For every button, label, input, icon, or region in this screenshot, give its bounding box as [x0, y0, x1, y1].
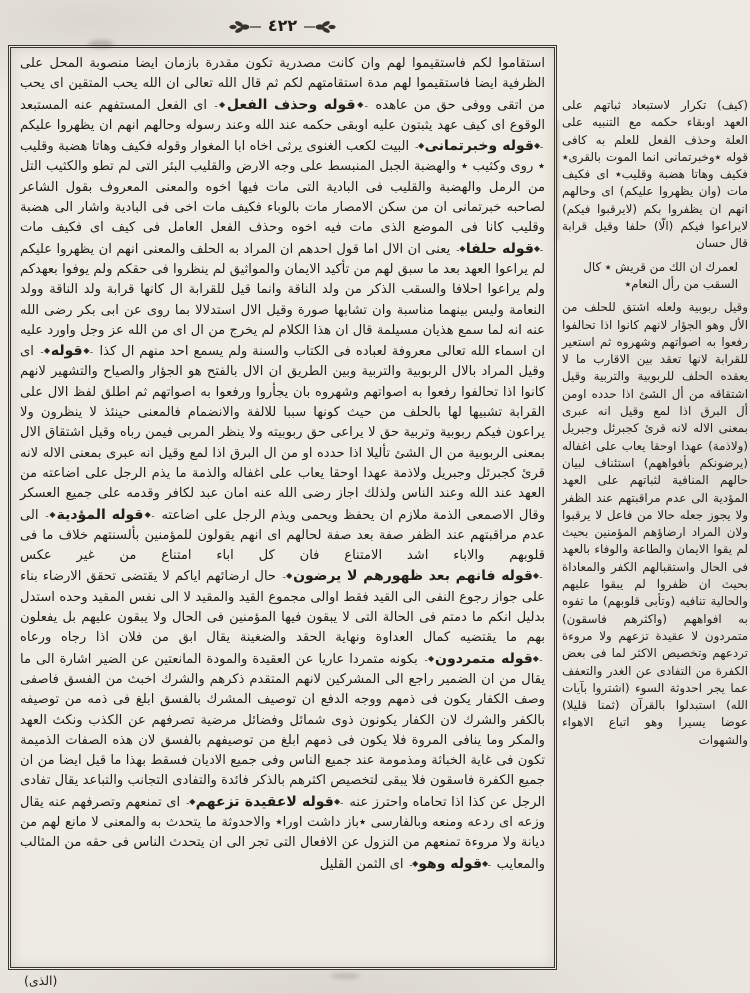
fleuron-icon: ـ◆	[533, 243, 543, 253]
main-text-run: يعنى ان الال اما قول احدهم ان المراد به الحلف والمعنى انهم ان يظهروا عليكم لم يراعوا العهد بعد ما سبق لهم من تأكيد الايمان والمواثيق لم ينظروا فى حقكم ولم يوفوا بعهدكم ولم يراعوا احلافا والسقب الذكر من ولد الناقة وانما قيل للقرابة ال كانها قرابة ولد الناقة وولد النعامة وليس بينهما مناسبة وان تشابها صورة وقيل الال استدلالا بما روى عن ابى بكر رضى الله عنه انه لما سمع هذيان مسيلمة قال ان هذا الكلام لم يخرج من ال اى من الله عز وجل واورد عليه ان اسماء الله تعالى معروفة لعباده فى الكتاب والسنة ولم يسمع احد منهم ال كذا	[20, 241, 546, 360]
margin-paragraph: وقيل ربوبية ولعله اشتق للحلف من الأل وهو الجؤار لانهم كانوا اذا تحالفوا رفعوا به اصواتهم وشهروه ثم استعير للقرابة لانها تعقد بين الاقارب ما لا يعقده الحلف للربوبية والتربية وقيل اشتقاقه من أل الشئ اذا حدده اومن أل البرق اذا لمع وقيل انه عبرى بمعنى الاله لانه قرئ كجبرئل وجبريل (ولاذمة) عهدا اوحقا يعاب على اغفاله (يرضونكم بأفواههم) استئناف لبيان حالهم المنافية لثباتهم على العهد المؤدية الى عدم مراقبتهم عند الظفر ولا يجوز جعله حالا من فاعل لا يرقبوا ولان المراد ارضاؤهم المؤمنين بحيث لم يقوا الايمان والطاعة والوفاء بالعهد فى الحال واستقبالهم الكفر والمعاداة بحيث ان ظفروا لم يبقوا عليهم والحالية تنافيه (وتأبى قلوبهم) ما تفوه به افواههم (واكثرهم فاسقون) متمردون لا عقيدة تزعهم ولا مروءة تردعهم وتخصيص الاكثر لما فى بعض الكفرة من التفادى عن الغدر والتعفف عما يجر احدوثة السوء (اشتروا بآيات الله) استبدلوا بالقرآن (ثمنا قليلا) عوضا يسيرا وهو اتباع الاهواء والشهوات	[562, 300, 748, 747]
gloss-term: قوله المؤدية	[56, 506, 144, 523]
fleuron-icon: ◆ـ	[283, 571, 294, 581]
gloss-term: قوله وحذف الفعل	[226, 96, 356, 113]
margin-notes	[556, 97, 750, 755]
gloss-marker	[425, 652, 542, 667]
fleuron-icon: ـ◆	[355, 99, 368, 109]
fleuron-icon: ◆ـ	[214, 99, 227, 109]
page-header	[8, 14, 557, 40]
gloss-marker	[46, 508, 154, 523]
fleuron-icon: ـ◆	[82, 346, 93, 356]
gloss-term: قوله حلفا	[465, 240, 534, 257]
gloss-term: قوله	[50, 343, 83, 360]
main-text-run: اى وقيل المراد بالال الربوبية والتربية وبين الطريق ان الال بالفتح هو الجؤار والصياح والتشهير لانهم كانوا اذا تحالفوا رفعوا به اصواتهم وشهروه بان يجأروا ورفعوا به اصواتهم ثم اطلق لفظ الال على القرابة تشبيها لها بالحلف من حيث كونها سببا للالفة والانضمام فالمعنى حينئذ لا ينظرون ولا يراعون فيكم ربوبية وتربية حق لا يراعى حق ربوبيته ولا ينظر المربى فيمن رباه وقيل اشتقاق الال بمعنى الربوبية من ال الشئ تأليلا اذا حدده او من ال البرق اذا لمع وقيل انه عبرى بمعنى الاله لانه قرئ كجبرئل وجبريل ولاذمة عهدا اوحقا يعاب على اغفاله والذمة ما يذم الرجل على اضاعته من العهد عند الله وعند الناس ولذلك اجاز رضى الله عنه امان عبد لكافر وقدمه على جميع العسكر وقال الاصمعى الذمة ملازم ان يحفظ ويحمى ويذم الرجل على اضاعته	[20, 344, 546, 523]
main-text-run: الى عدم مراقبتهم عند الظفر صفة بعد صفة لحالهم اى انهم يقولون للمؤمنين بألسنتهم خلاف ما فى قلوبهم والاباء اشد الامتناع فان كل اباء امتناع من غير عكس	[20, 507, 545, 564]
page-number: ٤٢٢	[267, 16, 298, 35]
floral-ornament-icon	[303, 20, 337, 34]
gloss-term: قوله متمردون	[435, 650, 533, 667]
gloss-marker	[187, 795, 343, 810]
gloss-term: قوله فانهم بعد ظهورهم لا يرضون	[293, 568, 533, 585]
main-text-run: اى الفعل المستفهم عنه المستبعد الوقوع اى كيف عهد يثبتون عليه اوبقى حكمه عند الله وعند رسوله وحالهم انهم ان يظهروا عليكم	[20, 97, 545, 133]
margin-verse: لعمرك ان الك من قريش ٭ كال السقب من رأل النعام٭	[583, 259, 738, 291]
main-text-run: البيت لكعب الغنوى يرثى اخاه ابا المغوار وقوله فكيف وهاتا هضبة وقليب ٭ روى وكثيب ٭ والهضبة الجبل المنبسط على وجه الارض والقليب البئر التى لم تطو والكثيب التل من الرمل والهضبة والقليب فى البادية التى مات فيها اخوه والمعنى المعروف بقول الشاعر لصاحبه خبرتمانى ان من سكن الامصار مات بالوباء فكيف مات اخى فى البادية واشار الى هضبة وقليب كانا فى الموضع الذى مات فيه اخوه وحذف الفعل العامل فى كيف اى فكيف مات	[20, 139, 545, 236]
gloss-term: قوله وهو	[418, 855, 482, 872]
gloss-marker	[283, 569, 542, 584]
fleuron-icon: ـ◆	[532, 571, 543, 581]
main-text	[20, 54, 545, 875]
fleuron-icon: ◆ـ	[415, 141, 425, 151]
gloss-marker	[215, 98, 368, 113]
gloss-term: قوله وخبرتمانى	[424, 138, 534, 155]
gloss-term: قوله لاعقيدة تزعهم	[195, 793, 334, 810]
gloss-marker	[457, 242, 543, 257]
fleuron-icon: ـ◆	[482, 858, 491, 868]
fleuron-icon: ـ◆	[532, 653, 543, 663]
fleuron-icon: ◆ـ	[424, 653, 436, 663]
gloss-marker	[41, 344, 93, 359]
fleuron-icon: ـ◆	[533, 141, 543, 151]
gloss-marker	[416, 139, 543, 154]
main-text-run: بكونه متمردا عاريا عن العقيدة والمودة المانعتين عن الضير اشارة الى ما يقال من ان الضمير راجع الى المشركين لانهم المتقدم ذكرهم والشرك اخبث من الفسق فاصفى وصف الكفار يكون فى ذمهم ووجه الدفع ان توصيف المشرك بالفسق ابلغ فى ذمه من توصيفه بالكفر والشرك لان الكفار يكونون ذوى شمائل وفضائل مرضية تصرفهم عن الكذب ونكث العهد والمكر وما ينافى المروة فلا يكون فى ذمهم ابلغ من توصيفهم بالفسق لان هذه الصفات الذميمة تكون فى غاية الخباثة ومذمومة عند جميع الناس وفى جميع الاديان فسقط بهذا ما قيل ايضا من ان جميع الكفرة فاسقون فلا يبقى لتخصيص اكثرهم بالذكر فائدة والتفادى التجانب والتباعد يقال تفادى الرجل عن كذا اذا تحاماه واحترز عنه	[20, 651, 546, 810]
fleuron-icon: ◆ـ	[409, 858, 419, 868]
fleuron-icon: ◆ـ	[456, 243, 466, 253]
main-text-frame	[8, 45, 557, 970]
main-text-run: اى الثمن القليل	[319, 856, 404, 872]
main-text-run: اى تمنعهم وتصرفهم عنه يقال وزعه اى ردعه ومنعه وبالفارسى ٭باز داشت اورا٭ والاحدوثة ما يتحدث به والمعنى لا مانع لهم من ديانة ولا مروءة تمنعهم من النزول عن الافعال التى تجر الى ان يتحدث الناس فى حقه من المثالب والمعايب	[20, 794, 545, 872]
fleuron-icon: ◆ـ	[186, 796, 196, 806]
scan-smudge	[330, 973, 360, 979]
fleuron-icon: ◆ـ	[40, 346, 51, 356]
gloss-marker	[410, 857, 491, 872]
main-text-run: حال ارضائهم اياكم لا يقتضى تحقق الارضاء بناء على جواز رجوع النفى الى القيد فقط اوالى مجموع القيد والمقيد لا الى نفس المقيد وحده استدل بدليل انكم ما دمتم فى الحالة التى لا يبقون فيها المؤمنين فى الحال ولا يبقون عليهم بل يفعلون بهم ما يقتضيه كمال العداوة ونهاية الحقد والضغينة يقال ابق من فلان اذا رجاه ورعاه	[20, 569, 545, 646]
margin-paragraph: (كيف) تكرار لاستبعاد ثباتهم على العهد اوبقاء حكمه مع التنبيه على العلة وحذف الفعل للعلم به كافى قوله ٭وخبرتمانى انما الموت بالقرى٭ فكيف وهاتا هضبة وقليب٭ اى فكيف مات (وان يظهروا عليكم) اى وحالهم انهم ان يظفروا بكم (لايرقبوا فيكم) لايراعوا فيكم (الّا) حلفا وقيل قرابة قال حسان	[562, 98, 748, 251]
fleuron-icon: ـ◆	[333, 796, 343, 806]
catchword: (الذى)	[24, 973, 58, 988]
main-text-run: استقاموا لكم فاستقيموا لهم وان كانت مصدرية تكون مقدرة بازمان ايضا منصوبة المحل على الظرفية ايضا فاستقيموا لهم مدة استقامتهم لكم ثم قال الله تعالى ان الله يحب المتقين اى يحب من اتقى ووفى حق من عاهده	[20, 56, 546, 113]
fleuron-icon: ◆ـ	[45, 509, 57, 519]
fleuron-icon: ـ◆	[143, 509, 155, 519]
floral-ornament-icon	[228, 20, 262, 34]
